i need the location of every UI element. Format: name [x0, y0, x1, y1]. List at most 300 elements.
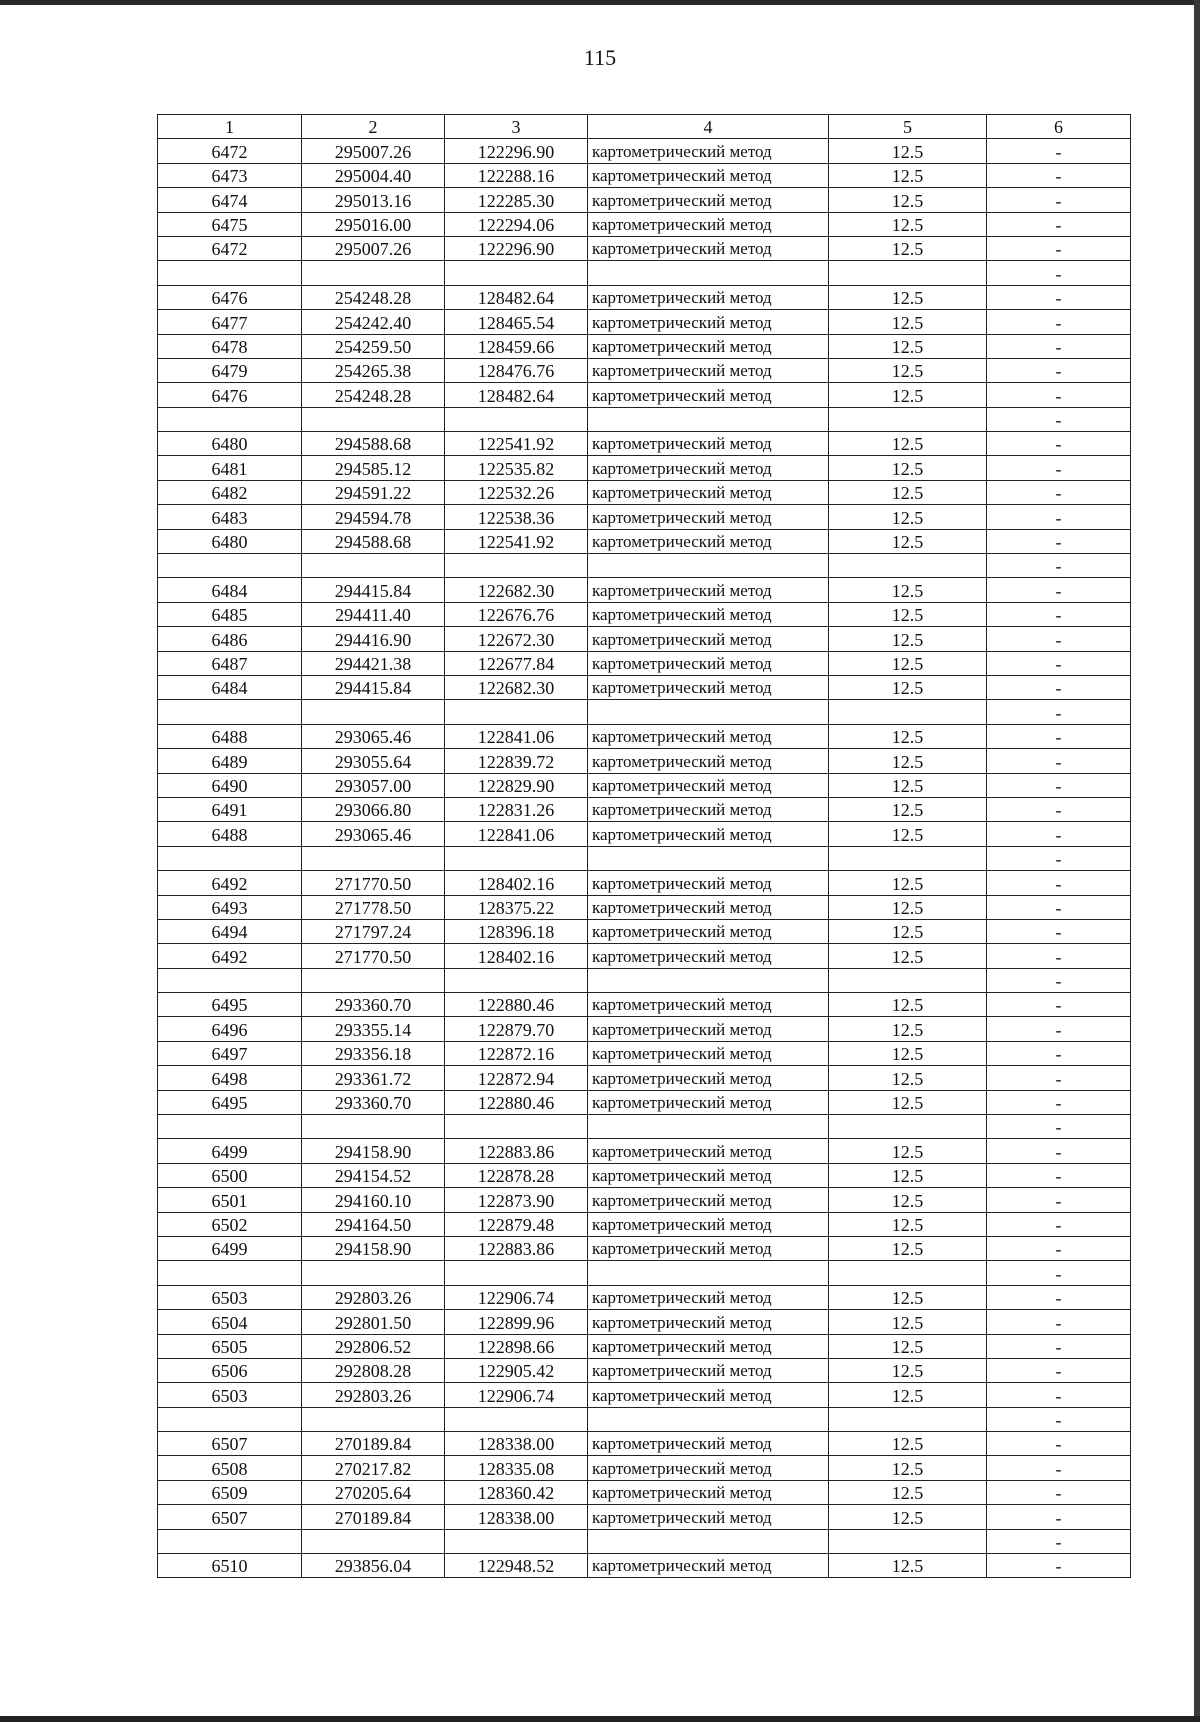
note-cell: -	[987, 334, 1131, 358]
point-number-cell: 6497	[158, 1041, 302, 1065]
x-coordinate-cell: 294585.12	[302, 456, 445, 480]
method-cell: картометрический метод	[588, 383, 829, 407]
table-row	[158, 1432, 1131, 1456]
x-coordinate-cell: 294411.40	[302, 602, 445, 626]
x-coordinate-cell: 292803.26	[302, 1285, 445, 1309]
table-row	[158, 1334, 1131, 1358]
method-cell: картометрический метод	[588, 1310, 829, 1334]
point-number-cell: 6506	[158, 1358, 302, 1382]
method-cell: картометрический метод	[588, 749, 829, 773]
y-coordinate-cell: 122841.06	[445, 822, 588, 846]
note-cell: -	[987, 188, 1131, 212]
note-cell: -	[987, 578, 1131, 602]
point-number-cell: 6487	[158, 651, 302, 675]
header-row	[158, 115, 1131, 139]
table-row	[158, 163, 1131, 187]
note-cell: -	[987, 383, 1131, 407]
table-row	[158, 285, 1131, 309]
x-coordinate-cell: 254265.38	[302, 358, 445, 382]
x-coordinate-cell: 295013.16	[302, 188, 445, 212]
note-cell: -	[987, 602, 1131, 626]
point-number-cell: 6508	[158, 1456, 302, 1480]
empty-cell	[829, 1407, 987, 1431]
table-body	[158, 139, 1131, 1578]
method-cell: картометрический метод	[588, 1334, 829, 1358]
note-cell: -	[987, 944, 1131, 968]
table-row	[158, 675, 1131, 699]
note-cell: -	[987, 212, 1131, 236]
note-cell: -	[987, 749, 1131, 773]
point-number-cell: 6473	[158, 163, 302, 187]
point-number-cell: 6505	[158, 1334, 302, 1358]
point-number-cell: 6472	[158, 139, 302, 163]
point-number-cell: 6492	[158, 871, 302, 895]
point-number-cell: 6476	[158, 383, 302, 407]
accuracy-cell: 12.5	[829, 1212, 987, 1236]
note-cell: -	[987, 1480, 1131, 1504]
x-coordinate-cell: 293356.18	[302, 1041, 445, 1065]
point-number-cell: 6479	[158, 358, 302, 382]
x-coordinate-cell: 254248.28	[302, 285, 445, 309]
point-number-cell: 6480	[158, 529, 302, 553]
note-cell: -	[987, 675, 1131, 699]
method-cell: картометрический метод	[588, 1432, 829, 1456]
table-row	[158, 1236, 1131, 1260]
point-number-cell: 6482	[158, 480, 302, 504]
y-coordinate-cell: 122682.30	[445, 675, 588, 699]
method-cell: картометрический метод	[588, 822, 829, 846]
y-coordinate-cell: 128396.18	[445, 919, 588, 943]
empty-cell	[158, 968, 302, 992]
method-cell: картометрический метод	[588, 993, 829, 1017]
point-number-cell: 6489	[158, 749, 302, 773]
method-cell: картометрический метод	[588, 1188, 829, 1212]
separator-row	[158, 700, 1131, 724]
table-row	[158, 1383, 1131, 1407]
note-cell: -	[987, 822, 1131, 846]
point-number-cell: 6504	[158, 1310, 302, 1334]
table-row	[158, 139, 1131, 163]
point-number-cell: 6499	[158, 1236, 302, 1260]
point-number-cell: 6503	[158, 1383, 302, 1407]
empty-cell	[829, 968, 987, 992]
x-coordinate-cell: 294158.90	[302, 1236, 445, 1260]
accuracy-cell: 12.5	[829, 1480, 987, 1504]
method-cell: картометрический метод	[588, 212, 829, 236]
accuracy-cell: 12.5	[829, 1310, 987, 1334]
separator-dash-cell: -	[987, 554, 1131, 578]
accuracy-cell: 12.5	[829, 1090, 987, 1114]
empty-cell	[158, 846, 302, 870]
note-cell: -	[987, 871, 1131, 895]
y-coordinate-cell: 128375.22	[445, 895, 588, 919]
y-coordinate-cell: 122880.46	[445, 993, 588, 1017]
y-coordinate-cell: 122294.06	[445, 212, 588, 236]
y-coordinate-cell: 122285.30	[445, 188, 588, 212]
method-cell: картометрический метод	[588, 895, 829, 919]
table-row	[158, 1505, 1131, 1529]
accuracy-cell: 12.5	[829, 1383, 987, 1407]
x-coordinate-cell: 270205.64	[302, 1480, 445, 1504]
note-cell: -	[987, 285, 1131, 309]
point-number-cell: 6475	[158, 212, 302, 236]
table-row	[158, 1554, 1131, 1578]
note-cell: -	[987, 797, 1131, 821]
empty-cell	[588, 407, 829, 431]
x-coordinate-cell: 294588.68	[302, 529, 445, 553]
point-number-cell: 6494	[158, 919, 302, 943]
accuracy-cell: 12.5	[829, 627, 987, 651]
table-row	[158, 944, 1131, 968]
x-coordinate-cell: 294154.52	[302, 1163, 445, 1187]
note-cell: -	[987, 163, 1131, 187]
point-number-cell: 6490	[158, 773, 302, 797]
empty-cell	[158, 700, 302, 724]
accuracy-cell: 12.5	[829, 797, 987, 821]
accuracy-cell: 12.5	[829, 773, 987, 797]
y-coordinate-cell: 122538.36	[445, 505, 588, 529]
separator-row	[158, 1261, 1131, 1285]
point-number-cell: 6491	[158, 797, 302, 821]
table-row	[158, 1212, 1131, 1236]
y-coordinate-cell: 128402.16	[445, 944, 588, 968]
point-number-cell: 6472	[158, 236, 302, 260]
point-number-cell: 6485	[158, 602, 302, 626]
note-cell: -	[987, 651, 1131, 675]
empty-cell	[445, 261, 588, 285]
table-row	[158, 919, 1131, 943]
table-row	[158, 1480, 1131, 1504]
accuracy-cell: 12.5	[829, 675, 987, 699]
x-coordinate-cell: 294160.10	[302, 1188, 445, 1212]
header-cell: 2	[302, 115, 445, 139]
point-number-cell: 6509	[158, 1480, 302, 1504]
table-row	[158, 627, 1131, 651]
accuracy-cell: 12.5	[829, 822, 987, 846]
note-cell: -	[987, 1163, 1131, 1187]
empty-cell	[445, 968, 588, 992]
empty-cell	[445, 554, 588, 578]
accuracy-cell: 12.5	[829, 285, 987, 309]
empty-cell	[302, 700, 445, 724]
header-cell: 5	[829, 115, 987, 139]
x-coordinate-cell: 294594.78	[302, 505, 445, 529]
empty-cell	[302, 1115, 445, 1139]
y-coordinate-cell: 122672.30	[445, 627, 588, 651]
separator-dash-cell: -	[987, 1407, 1131, 1431]
scan-top-border	[0, 0, 1200, 5]
note-cell: -	[987, 1334, 1131, 1358]
method-cell: картометрический метод	[588, 285, 829, 309]
note-cell: -	[987, 627, 1131, 651]
note-cell: -	[987, 1432, 1131, 1456]
x-coordinate-cell: 293065.46	[302, 822, 445, 846]
x-coordinate-cell: 270217.82	[302, 1456, 445, 1480]
point-number-cell: 6474	[158, 188, 302, 212]
method-cell: картометрический метод	[588, 919, 829, 943]
y-coordinate-cell: 128482.64	[445, 383, 588, 407]
accuracy-cell: 12.5	[829, 310, 987, 334]
separator-dash-cell: -	[987, 261, 1131, 285]
empty-cell	[588, 700, 829, 724]
y-coordinate-cell: 122878.28	[445, 1163, 588, 1187]
y-coordinate-cell: 122841.06	[445, 724, 588, 748]
x-coordinate-cell: 293360.70	[302, 993, 445, 1017]
empty-cell	[588, 1407, 829, 1431]
method-cell: картометрический метод	[588, 724, 829, 748]
table-row	[158, 1285, 1131, 1309]
table-row	[158, 895, 1131, 919]
method-cell: картометрический метод	[588, 1066, 829, 1090]
empty-cell	[588, 846, 829, 870]
separator-row	[158, 846, 1131, 870]
separator-row	[158, 407, 1131, 431]
x-coordinate-cell: 292806.52	[302, 1334, 445, 1358]
accuracy-cell: 12.5	[829, 1188, 987, 1212]
table-row	[158, 1066, 1131, 1090]
x-coordinate-cell: 292801.50	[302, 1310, 445, 1334]
empty-cell	[158, 1529, 302, 1553]
point-number-cell: 6501	[158, 1188, 302, 1212]
note-cell: -	[987, 919, 1131, 943]
table-row	[158, 383, 1131, 407]
header-cell: 1	[158, 115, 302, 139]
empty-cell	[158, 1115, 302, 1139]
separator-row	[158, 261, 1131, 285]
y-coordinate-cell: 122682.30	[445, 578, 588, 602]
accuracy-cell: 12.5	[829, 578, 987, 602]
empty-cell	[445, 1261, 588, 1285]
table-row	[158, 1139, 1131, 1163]
empty-cell	[588, 968, 829, 992]
method-cell: картометрический метод	[588, 1480, 829, 1504]
table-row	[158, 1310, 1131, 1334]
empty-cell	[829, 700, 987, 724]
empty-cell	[829, 1529, 987, 1553]
y-coordinate-cell: 128482.64	[445, 285, 588, 309]
x-coordinate-cell: 294421.38	[302, 651, 445, 675]
separator-dash-cell: -	[987, 1115, 1131, 1139]
empty-cell	[588, 261, 829, 285]
method-cell: картометрический метод	[588, 236, 829, 260]
x-coordinate-cell: 293360.70	[302, 1090, 445, 1114]
x-coordinate-cell: 254248.28	[302, 383, 445, 407]
empty-cell	[302, 1529, 445, 1553]
method-cell: картометрический метод	[588, 1383, 829, 1407]
scan-right-border	[1194, 0, 1200, 1722]
note-cell: -	[987, 1554, 1131, 1578]
point-number-cell: 6480	[158, 432, 302, 456]
note-cell: -	[987, 310, 1131, 334]
empty-cell	[158, 554, 302, 578]
method-cell: картометрический метод	[588, 578, 829, 602]
point-number-cell: 6499	[158, 1139, 302, 1163]
x-coordinate-cell: 293361.72	[302, 1066, 445, 1090]
y-coordinate-cell: 128335.08	[445, 1456, 588, 1480]
y-coordinate-cell: 122839.72	[445, 749, 588, 773]
x-coordinate-cell: 292808.28	[302, 1358, 445, 1382]
empty-cell	[445, 1529, 588, 1553]
table-row	[158, 602, 1131, 626]
note-cell: -	[987, 529, 1131, 553]
note-cell: -	[987, 1285, 1131, 1309]
method-cell: картометрический метод	[588, 797, 829, 821]
point-number-cell: 6488	[158, 724, 302, 748]
note-cell: -	[987, 432, 1131, 456]
y-coordinate-cell: 128338.00	[445, 1505, 588, 1529]
note-cell: -	[987, 139, 1131, 163]
accuracy-cell: 12.5	[829, 358, 987, 382]
separator-row	[158, 554, 1131, 578]
y-coordinate-cell: 122541.92	[445, 432, 588, 456]
method-cell: картометрический метод	[588, 310, 829, 334]
accuracy-cell: 12.5	[829, 895, 987, 919]
x-coordinate-cell: 294588.68	[302, 432, 445, 456]
accuracy-cell: 12.5	[829, 1334, 987, 1358]
x-coordinate-cell: 293856.04	[302, 1554, 445, 1578]
accuracy-cell: 12.5	[829, 188, 987, 212]
accuracy-cell: 12.5	[829, 1066, 987, 1090]
header-cell: 3	[445, 115, 588, 139]
x-coordinate-cell: 271778.50	[302, 895, 445, 919]
accuracy-cell: 12.5	[829, 871, 987, 895]
x-coordinate-cell: 294591.22	[302, 480, 445, 504]
separator-dash-cell: -	[987, 1261, 1131, 1285]
y-coordinate-cell: 128476.76	[445, 358, 588, 382]
accuracy-cell: 12.5	[829, 383, 987, 407]
accuracy-cell: 12.5	[829, 1236, 987, 1260]
accuracy-cell: 12.5	[829, 1456, 987, 1480]
table-row	[158, 1041, 1131, 1065]
note-cell: -	[987, 1066, 1131, 1090]
accuracy-cell: 12.5	[829, 505, 987, 529]
note-cell: -	[987, 773, 1131, 797]
table-row	[158, 1358, 1131, 1382]
empty-cell	[588, 1115, 829, 1139]
table-row	[158, 432, 1131, 456]
empty-cell	[829, 1261, 987, 1285]
point-number-cell: 6481	[158, 456, 302, 480]
empty-cell	[302, 1407, 445, 1431]
empty-cell	[158, 261, 302, 285]
y-coordinate-cell: 122829.90	[445, 773, 588, 797]
accuracy-cell: 12.5	[829, 1041, 987, 1065]
table-row	[158, 456, 1131, 480]
y-coordinate-cell: 122831.26	[445, 797, 588, 821]
y-coordinate-cell: 122906.74	[445, 1383, 588, 1407]
table-row	[158, 505, 1131, 529]
method-cell: картометрический метод	[588, 358, 829, 382]
y-coordinate-cell: 122872.16	[445, 1041, 588, 1065]
separator-dash-cell: -	[987, 846, 1131, 870]
x-coordinate-cell: 295007.26	[302, 139, 445, 163]
method-cell: картометрический метод	[588, 188, 829, 212]
y-coordinate-cell: 122677.84	[445, 651, 588, 675]
empty-cell	[588, 554, 829, 578]
accuracy-cell: 12.5	[829, 432, 987, 456]
empty-cell	[302, 846, 445, 870]
x-coordinate-cell: 294415.84	[302, 675, 445, 699]
method-cell: картометрический метод	[588, 1554, 829, 1578]
method-cell: картометрический метод	[588, 944, 829, 968]
empty-cell	[445, 700, 588, 724]
empty-cell	[829, 407, 987, 431]
point-number-cell: 6495	[158, 1090, 302, 1114]
y-coordinate-cell: 122883.86	[445, 1139, 588, 1163]
method-cell: картометрический метод	[588, 480, 829, 504]
table-row	[158, 578, 1131, 602]
empty-cell	[302, 261, 445, 285]
method-cell: картометрический метод	[588, 1017, 829, 1041]
x-coordinate-cell: 270189.84	[302, 1505, 445, 1529]
point-number-cell: 6503	[158, 1285, 302, 1309]
point-number-cell: 6507	[158, 1432, 302, 1456]
accuracy-cell: 12.5	[829, 529, 987, 553]
method-cell: картометрический метод	[588, 1236, 829, 1260]
point-number-cell: 6493	[158, 895, 302, 919]
table-row	[158, 212, 1131, 236]
separator-dash-cell: -	[987, 700, 1131, 724]
method-cell: картометрический метод	[588, 1090, 829, 1114]
accuracy-cell: 12.5	[829, 480, 987, 504]
empty-cell	[302, 1261, 445, 1285]
note-cell: -	[987, 1383, 1131, 1407]
point-number-cell: 6498	[158, 1066, 302, 1090]
x-coordinate-cell: 293355.14	[302, 1017, 445, 1041]
x-coordinate-cell: 294164.50	[302, 1212, 445, 1236]
accuracy-cell: 12.5	[829, 602, 987, 626]
method-cell: картометрический метод	[588, 602, 829, 626]
method-cell: картометрический метод	[588, 1139, 829, 1163]
empty-cell	[829, 554, 987, 578]
method-cell: картометрический метод	[588, 1041, 829, 1065]
note-cell: -	[987, 1017, 1131, 1041]
x-coordinate-cell: 271797.24	[302, 919, 445, 943]
x-coordinate-cell: 294415.84	[302, 578, 445, 602]
y-coordinate-cell: 122880.46	[445, 1090, 588, 1114]
note-cell: -	[987, 993, 1131, 1017]
separator-row	[158, 1407, 1131, 1431]
accuracy-cell: 12.5	[829, 1139, 987, 1163]
separator-dash-cell: -	[987, 968, 1131, 992]
note-cell: -	[987, 724, 1131, 748]
table-row	[158, 1188, 1131, 1212]
x-coordinate-cell: 295004.40	[302, 163, 445, 187]
method-cell: картометрический метод	[588, 139, 829, 163]
point-number-cell: 6495	[158, 993, 302, 1017]
note-cell: -	[987, 1236, 1131, 1260]
table-row	[158, 236, 1131, 260]
accuracy-cell: 12.5	[829, 334, 987, 358]
point-number-cell: 6483	[158, 505, 302, 529]
point-number-cell: 6478	[158, 334, 302, 358]
note-cell: -	[987, 1139, 1131, 1163]
empty-cell	[445, 407, 588, 431]
method-cell: картометрический метод	[588, 627, 829, 651]
x-coordinate-cell: 254242.40	[302, 310, 445, 334]
y-coordinate-cell: 122296.90	[445, 236, 588, 260]
x-coordinate-cell: 294416.90	[302, 627, 445, 651]
method-cell: картометрический метод	[588, 1505, 829, 1529]
table-row	[158, 188, 1131, 212]
y-coordinate-cell: 128360.42	[445, 1480, 588, 1504]
accuracy-cell: 12.5	[829, 651, 987, 675]
y-coordinate-cell: 128459.66	[445, 334, 588, 358]
method-cell: картометрический метод	[588, 773, 829, 797]
method-cell: картометрический метод	[588, 1456, 829, 1480]
separator-row	[158, 968, 1131, 992]
y-coordinate-cell: 122898.66	[445, 1334, 588, 1358]
